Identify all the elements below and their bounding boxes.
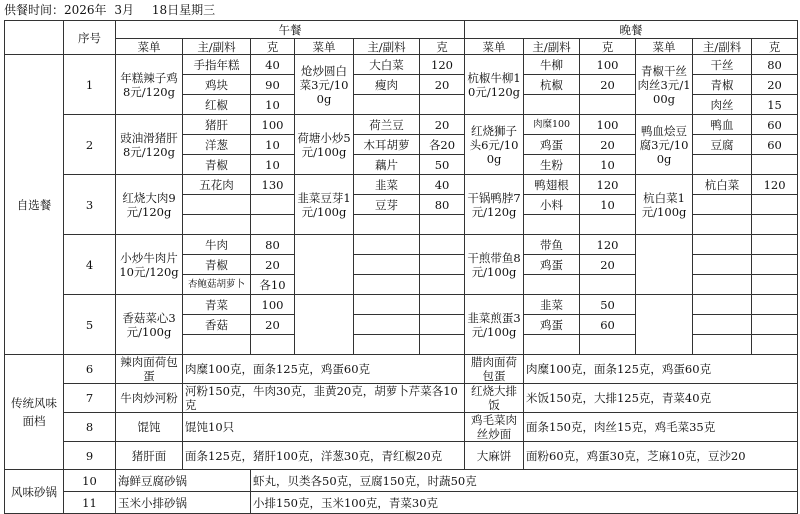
dish-name: 青椒干丝肉丝3元/100g [636,55,693,115]
ingredient-gram: 20 [420,75,465,95]
ingredient-name: 鸭血 [693,115,752,135]
ingredient-gram: 10 [580,155,636,175]
ingredient-name: 大白菜 [354,55,420,75]
ingredient-name: 鸡蛋 [524,315,580,335]
ingredient-gram [251,195,295,215]
dish-name: 红烧大肉9元/120g [116,175,183,235]
seq-number: 11 [64,492,116,514]
col-ingredient-header: 主/副料 [183,39,251,55]
claypot-dish-desc: 小排150克，玉米100克，青菜30克 [251,492,798,514]
ingredient-gram [420,335,465,355]
ingredient-name [524,275,580,295]
dinner-noodle-desc: 肉糜100克，面条125克，鸡蛋60克 [524,355,798,384]
col-dish-header: 菜单 [636,39,693,55]
seq-number: 8 [64,413,116,442]
ingredient-name: 洋葱 [183,135,251,155]
lunch-header: 午餐 [116,21,465,39]
ingredient-name: 杏鲍菇胡萝卜 [183,275,251,295]
ingredient-gram [580,335,636,355]
col-ingredient-header: 主/副料 [524,39,580,55]
col-ingredient-header: 主/副料 [693,39,752,55]
dinner-noodle-desc: 米饭150克，大排125克，青菜40克 [524,384,798,413]
ingredient-name [693,335,752,355]
ingredient-gram [752,275,798,295]
claypot-dish-name: 玉米小排砂锅 [116,492,251,514]
ingredient-gram: 20 [420,115,465,135]
dish-name: 小炒牛肉片10元/120g [116,235,183,295]
serving-time-label: 供餐时间： [4,3,65,17]
ingredient-gram: 120 [420,55,465,75]
dish-name [295,295,354,355]
col-gram-header: 克 [752,39,798,55]
ingredient-gram: 40 [420,175,465,195]
ingredient-name: 青菜 [183,295,251,315]
seq-number: 10 [64,470,116,492]
ingredient-gram: 50 [580,295,636,315]
ingredient-name [693,155,752,175]
ingredient-name: 青椒 [693,75,752,95]
lunch-noodle-name: 猪肝面 [116,442,183,470]
table-row [5,115,798,135]
category-self-select: 自选餐 [5,55,64,355]
ingredient-gram: 50 [420,155,465,175]
ingredient-gram: 130 [251,175,295,195]
col-dish-header: 菜单 [116,39,183,55]
ingredient-gram [580,215,636,235]
lunch-noodle-name: 牛肉炒河粉 [116,384,183,413]
ingredient-name: 鸭翅根 [524,175,580,195]
ingredient-name [183,215,251,235]
ingredient-gram: 10 [251,95,295,115]
ingredient-name [693,235,752,255]
ingredient-name: 带鱼 [524,235,580,255]
dish-name: 炝炒圆白菜3元/100g [295,55,354,115]
ingredient-gram [752,335,798,355]
ingredient-name: 鸡蛋 [524,255,580,275]
dish-name [636,295,693,355]
ingredient-gram: 80 [251,235,295,255]
dish-name: 干煎带鱼8元/100g [465,235,524,295]
ingredient-gram [752,295,798,315]
ingredient-name [354,275,420,295]
seq-number: 5 [64,295,116,355]
dish-name: 韭菜豆芽1元/100g [295,175,354,235]
ingredient-name: 青椒 [183,155,251,175]
ingredient-name: 青椒 [183,255,251,275]
dinner-noodle-name: 鸡毛菜肉丝炒面 [465,413,524,442]
ingredient-name [693,195,752,215]
ingredient-name: 香菇 [183,315,251,335]
ingredient-name: 肉丝 [693,95,752,115]
col-ingredient-header: 主/副料 [354,39,420,55]
ingredient-gram [420,215,465,235]
ingredient-name: 韭菜 [354,175,420,195]
ingredient-gram: 100 [580,55,636,75]
ingredient-name: 鸡蛋 [524,135,580,155]
ingredient-gram [752,155,798,175]
dish-name: 豉油滑猪肝8元/120g [116,115,183,175]
table-row [5,175,798,195]
dinner-noodle-name: 腊肉面荷包蛋 [465,355,524,384]
dish-name: 红烧狮子头6元/100g [465,115,524,175]
seq-number: 1 [64,55,116,115]
claypot-dish-desc: 虾丸，贝类各50克，豆腐150克，时蔬50克 [251,470,798,492]
col-gram-header: 克 [251,39,295,55]
seq-number: 3 [64,175,116,235]
dish-name: 杭椒牛柳10元/120g [465,55,524,115]
ingredient-name [354,235,420,255]
dish-name: 香菇菜心3元/100g [116,295,183,355]
ingredient-gram: 40 [251,55,295,75]
ingredient-name: 瘦肉 [354,75,420,95]
col-dish-header: 菜单 [295,39,354,55]
claypot-dish-name: 海鲜豆腐砂锅 [116,470,251,492]
dish-name: 韭菜煎蛋3元/100g [465,295,524,355]
ingredient-gram: 60 [752,135,798,155]
ingredient-gram: 120 [580,175,636,195]
ingredient-name [693,295,752,315]
ingredient-gram: 120 [580,235,636,255]
dish-name: 杭白菜1元/100g [636,175,693,235]
ingredient-gram: 20 [251,315,295,335]
ingredient-gram: 20 [251,255,295,275]
ingredient-gram: 20 [580,135,636,155]
lunch-noodle-name: 馄饨 [116,413,183,442]
ingredient-gram [752,235,798,255]
serving-month: 3月 [114,3,135,17]
ingredient-gram: 10 [251,135,295,155]
category-claypot: 风味砂锅 [5,470,64,514]
serving-day: 18日星期三 [151,3,216,17]
lunch-noodle-desc: 肉糜100克，面条125克，鸡蛋60克 [183,355,465,384]
ingredient-name [183,195,251,215]
ingredient-name: 杭椒 [524,75,580,95]
ingredient-name: 豆芽 [354,195,420,215]
ingredient-name: 木耳胡萝 [354,135,420,155]
ingredient-gram [420,235,465,255]
ingredient-gram: 10 [251,155,295,175]
ingredient-gram [420,315,465,335]
col-dish-header: 菜单 [465,39,524,55]
ingredient-name [183,335,251,355]
table-row [5,295,798,315]
corner-cell [5,21,64,55]
table-row [5,413,798,442]
table-row [5,492,798,514]
serving-time-header [4,2,215,18]
ingredient-gram: 20 [580,255,636,275]
ingredient-name: 藕片 [354,155,420,175]
seq-number: 4 [64,235,116,295]
ingredient-gram: 100 [251,295,295,315]
ingredient-name: 肉糜100 [524,115,580,135]
ingredient-name: 手指年糕 [183,55,251,75]
ingredient-gram: 80 [420,195,465,215]
ingredient-name [524,215,580,235]
dinner-noodle-desc: 面条150克，肉丝15克，鸡毛菜35克 [524,413,798,442]
ingredient-gram [752,315,798,335]
table-row [5,55,798,75]
category-traditional: 传统风味面档 [5,355,64,470]
ingredient-gram: 各20 [420,135,465,155]
ingredient-gram [752,255,798,275]
ingredient-name [354,95,420,115]
ingredient-name: 鸡块 [183,75,251,95]
lunch-noodle-desc: 河粉150克，牛肉30克，韭黄20克，胡萝卜芹菜各10克 [183,384,465,413]
ingredient-gram: 10 [580,195,636,215]
seq-number: 2 [64,115,116,175]
dinner-noodle-desc: 面粉60克，鸡蛋30克，芝麻10克，豆沙20 [524,442,798,470]
ingredient-name: 红椒 [183,95,251,115]
ingredient-name [354,215,420,235]
ingredient-name [354,315,420,335]
col-gram-header: 克 [580,39,636,55]
serving-year: 2026年 [64,3,107,17]
ingredient-gram [752,195,798,215]
ingredient-name: 豆腐 [693,135,752,155]
ingredient-name: 荷兰豆 [354,115,420,135]
table-row [5,384,798,413]
ingredient-gram [752,215,798,235]
ingredient-name [354,295,420,315]
dish-name: 荷塘小炒5元/100g [295,115,354,175]
ingredient-name: 韭菜 [524,295,580,315]
ingredient-gram [420,295,465,315]
seq-number: 7 [64,384,116,413]
ingredient-name: 杭白菜 [693,175,752,195]
table-row [5,442,798,470]
ingredient-gram: 20 [752,75,798,95]
table-row [5,235,798,255]
ingredient-gram: 60 [752,115,798,135]
ingredient-name: 小料 [524,195,580,215]
dish-name: 鸭血烩豆腐3元/100g [636,115,693,175]
ingredient-gram: 100 [580,115,636,135]
ingredient-name: 牛肉 [183,235,251,255]
ingredient-gram: 15 [752,95,798,115]
lunch-noodle-name: 辣肉面荷包蛋 [116,355,183,384]
ingredient-name: 牛柳 [524,55,580,75]
ingredient-name [354,335,420,355]
col-seq-header: 序号 [64,21,116,55]
ingredient-gram: 20 [580,75,636,95]
ingredient-name [693,275,752,295]
dish-name: 干锅鸭脖7元/120g [465,175,524,235]
ingredient-name [693,255,752,275]
ingredient-name [693,215,752,235]
dish-name [636,235,693,295]
ingredient-gram [420,255,465,275]
seq-number: 6 [64,355,116,384]
ingredient-gram: 各10 [251,275,295,295]
ingredient-gram: 100 [251,115,295,135]
dinner-noodle-name: 大麻饼 [465,442,524,470]
ingredient-name: 猪肝 [183,115,251,135]
ingredient-name [693,315,752,335]
ingredient-gram: 120 [752,175,798,195]
ingredient-name: 生粉 [524,155,580,175]
dinner-header: 晚餐 [465,21,798,39]
ingredient-gram [251,335,295,355]
ingredient-gram [251,215,295,235]
ingredient-name [354,255,420,275]
ingredient-gram [420,275,465,295]
ingredient-name: 干丝 [693,55,752,75]
menu-table [4,20,798,514]
dinner-noodle-name: 红烧大排饭 [465,384,524,413]
ingredient-gram [420,95,465,115]
ingredient-gram: 80 [752,55,798,75]
ingredient-gram: 90 [251,75,295,95]
table-row [5,470,798,492]
lunch-noodle-desc: 面条125克，猪肝100克，洋葱30克，青红椒20克 [183,442,465,470]
ingredient-gram [580,275,636,295]
ingredient-gram [580,95,636,115]
dish-name: 年糕辣子鸡8元/120g [116,55,183,115]
dish-name [295,235,354,295]
ingredient-name [524,335,580,355]
lunch-noodle-desc: 馄饨10只 [183,413,465,442]
subheader-row [5,39,798,55]
ingredient-gram: 60 [580,315,636,335]
seq-number: 9 [64,442,116,470]
table-row [5,355,798,384]
ingredient-name: 五花肉 [183,175,251,195]
col-gram-header: 克 [420,39,465,55]
ingredient-name [524,95,580,115]
